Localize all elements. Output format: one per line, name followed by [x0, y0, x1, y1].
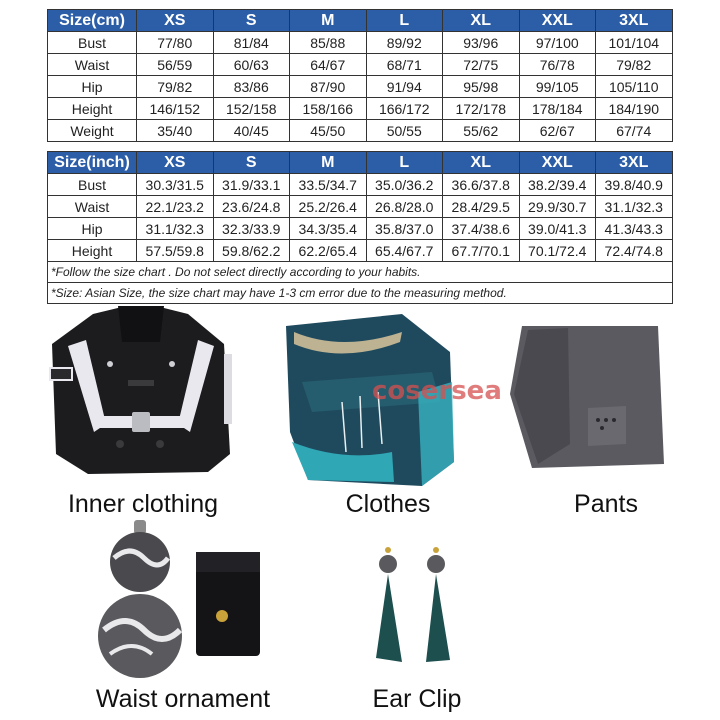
- caption-clothes: Clothes: [345, 490, 431, 518]
- table-cell: 30.3/31.5: [137, 174, 214, 196]
- header-cell: XXL: [519, 152, 596, 174]
- header-cell: XL: [443, 10, 520, 32]
- table-cell: 79/82: [596, 54, 673, 76]
- note-row: [48, 283, 673, 304]
- header-cell: 3XL: [596, 152, 673, 174]
- row-label: Waist: [48, 196, 137, 218]
- header-cell: Size(inch): [48, 152, 137, 174]
- table-cell: 85/88: [290, 32, 367, 54]
- table-cell: 70.1/72.4: [519, 240, 596, 262]
- row-label: Bust: [48, 174, 137, 196]
- table-cell: 35.0/36.2: [366, 174, 443, 196]
- table-cell: 35/40: [137, 120, 214, 142]
- table-cell: 26.8/28.0: [366, 196, 443, 218]
- table-cell: 158/166: [290, 98, 367, 120]
- row-label: Height: [48, 98, 137, 120]
- note-row: [48, 262, 673, 283]
- table-cell: 65.4/67.7: [366, 240, 443, 262]
- table-cell: 166/172: [366, 98, 443, 120]
- size-note-asian-size: *Size: Asian Size, the size chart may have 1-3 cm error due to the measuring method.: [48, 283, 673, 304]
- table-cell: 22.1/23.2: [137, 196, 214, 218]
- table-cell: 105/110: [596, 76, 673, 98]
- table-cell: 72.4/74.8: [596, 240, 673, 262]
- header-cell: XXL: [519, 10, 596, 32]
- table-cell: 67.7/70.1: [443, 240, 520, 262]
- table-row: [48, 98, 673, 120]
- row-label: Weight: [48, 120, 137, 142]
- table-cell: 25.2/26.4: [290, 196, 367, 218]
- table-cell: 50/55: [366, 120, 443, 142]
- table-cell: 38.2/39.4: [519, 174, 596, 196]
- table-cell: 35.8/37.0: [366, 218, 443, 240]
- header-cell: S: [213, 152, 290, 174]
- table-row: [48, 54, 673, 76]
- size-chart-cm: [47, 9, 673, 142]
- table-cell: 67/74: [596, 120, 673, 142]
- caption-pants: Pants: [574, 490, 638, 518]
- table-cell: 36.6/37.8: [443, 174, 520, 196]
- table-cell: 23.6/24.8: [213, 196, 290, 218]
- table-row: [48, 218, 673, 240]
- table-cell: 146/152: [137, 98, 214, 120]
- table-cell: 33.5/34.7: [290, 174, 367, 196]
- header-cell: 3XL: [596, 10, 673, 32]
- table-header-row: [48, 152, 673, 174]
- ear-clip-image: [346, 546, 472, 668]
- table-cell: 83/86: [213, 76, 290, 98]
- table-cell: 39.0/41.3: [519, 218, 596, 240]
- table-cell: 68/71: [366, 54, 443, 76]
- table-cell: 81/84: [213, 32, 290, 54]
- row-label: Hip: [48, 76, 137, 98]
- table-cell: 93/96: [443, 32, 520, 54]
- header-cell: Size(cm): [48, 10, 137, 32]
- header-cell: S: [213, 10, 290, 32]
- table-cell: 184/190: [596, 98, 673, 120]
- table-cell: 89/92: [366, 32, 443, 54]
- row-label: Hip: [48, 218, 137, 240]
- table-row: [48, 76, 673, 98]
- size-chart-inch: [47, 151, 673, 304]
- table-cell: 59.8/62.2: [213, 240, 290, 262]
- table-cell: 172/178: [443, 98, 520, 120]
- table-header-row: [48, 10, 673, 32]
- pants-image: [508, 324, 666, 470]
- table-row: [48, 32, 673, 54]
- table-cell: 32.3/33.9: [213, 218, 290, 240]
- header-cell: XS: [137, 152, 214, 174]
- table-row: [48, 240, 673, 262]
- table-cell: 56/59: [137, 54, 214, 76]
- table-cell: 76/78: [519, 54, 596, 76]
- header-cell: L: [366, 152, 443, 174]
- table-cell: 178/184: [519, 98, 596, 120]
- table-row: [48, 196, 673, 218]
- table-cell: 28.4/29.5: [443, 196, 520, 218]
- table-cell: 40/45: [213, 120, 290, 142]
- table-cell: 34.3/35.4: [290, 218, 367, 240]
- table-cell: 57.5/59.8: [137, 240, 214, 262]
- header-cell: XS: [137, 10, 214, 32]
- table-cell: 64/67: [290, 54, 367, 76]
- waist-ornament-image: [92, 518, 272, 680]
- table-cell: 31.9/33.1: [213, 174, 290, 196]
- inner-clothing-image: [48, 304, 234, 484]
- caption-ear-clip: Ear Clip: [372, 685, 462, 713]
- table-cell: 152/158: [213, 98, 290, 120]
- table-cell: 31.1/32.3: [596, 196, 673, 218]
- table-cell: 29.9/30.7: [519, 196, 596, 218]
- table-cell: 79/82: [137, 76, 214, 98]
- table-cell: 45/50: [290, 120, 367, 142]
- caption-waist-ornament: Waist ornament: [95, 685, 271, 713]
- table-cell: 99/105: [519, 76, 596, 98]
- header-cell: XL: [443, 152, 520, 174]
- caption-inner-clothing: Inner clothing: [67, 490, 219, 518]
- table-cell: 62/67: [519, 120, 596, 142]
- table-cell: 62.2/65.4: [290, 240, 367, 262]
- header-cell: M: [290, 10, 367, 32]
- header-cell: M: [290, 152, 367, 174]
- table-cell: 87/90: [290, 76, 367, 98]
- table-cell: 77/80: [137, 32, 214, 54]
- table-cell: 72/75: [443, 54, 520, 76]
- table-row: [48, 120, 673, 142]
- row-label: Height: [48, 240, 137, 262]
- table-cell: 31.1/32.3: [137, 218, 214, 240]
- header-cell: L: [366, 10, 443, 32]
- table-cell: 37.4/38.6: [443, 218, 520, 240]
- table-row: [48, 174, 673, 196]
- table-cell: 60/63: [213, 54, 290, 76]
- table-cell: 95/98: [443, 76, 520, 98]
- table-cell: 101/104: [596, 32, 673, 54]
- table-cell: 39.8/40.9: [596, 174, 673, 196]
- table-cell: 41.3/43.3: [596, 218, 673, 240]
- row-label: Bust: [48, 32, 137, 54]
- table-cell: 91/94: [366, 76, 443, 98]
- table-cell: 55/62: [443, 120, 520, 142]
- size-note-habits: *Follow the size chart . Do not select directly according to your habits.: [48, 262, 673, 283]
- brand-watermark: cosersea: [372, 376, 502, 406]
- row-label: Waist: [48, 54, 137, 76]
- table-cell: 97/100: [519, 32, 596, 54]
